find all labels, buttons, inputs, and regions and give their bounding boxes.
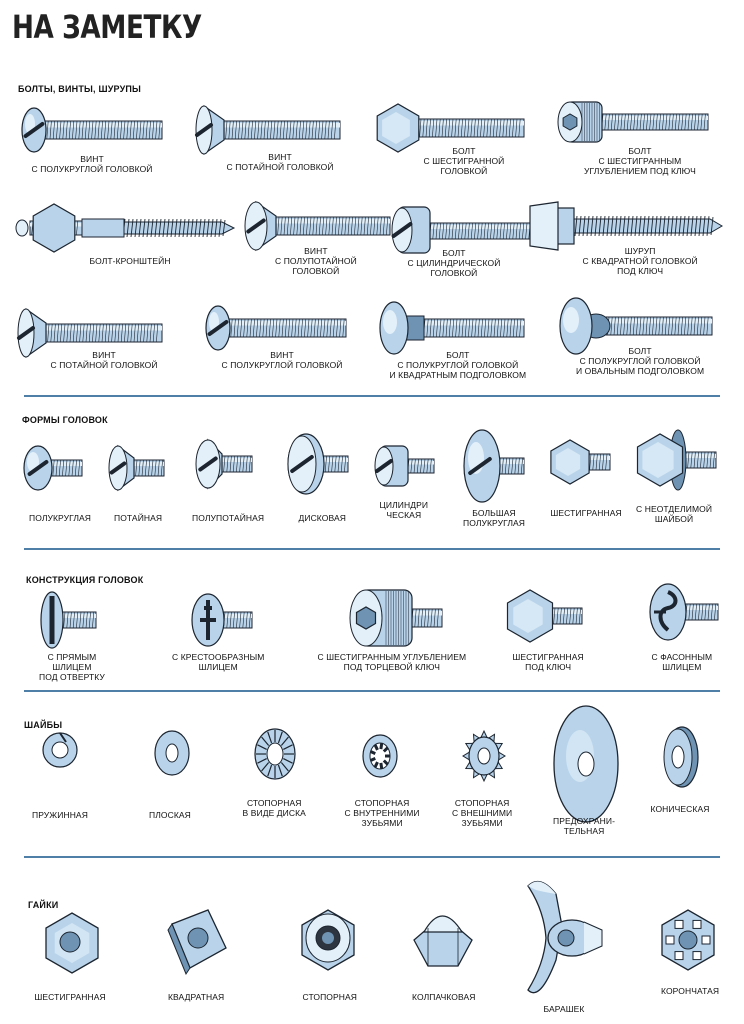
caption-line: ШЛИЦЕМ — [198, 662, 238, 672]
caption-line: ШЕСТИГРАННАЯ — [550, 508, 622, 518]
caption-line: С ШЕСТИГРАННЫМ УГЛУБЛЕНИЕМ — [317, 652, 467, 662]
caption-line: С ЦИЛИНДРИЧЕСКОЙ — [407, 258, 501, 268]
section-divider — [24, 395, 720, 397]
caption-line: ПРЕДОХРАНИ- — [553, 816, 616, 826]
item-caption — [424, 146, 505, 176]
caption-line: ГОЛОВКОЙ — [430, 268, 478, 278]
item-caption — [553, 816, 615, 836]
caption-line: ПЛОСКАЯ — [149, 810, 191, 820]
item-caption — [149, 810, 191, 820]
caption-line: ЗУБЬЯМИ — [461, 818, 503, 828]
section-label-drives: КОНСТРУКЦИЯ ГОЛОВОК — [26, 575, 144, 585]
caption-line: С ВНУТРЕННИМИ — [344, 808, 420, 818]
hex-wrench-drive-icon — [506, 586, 586, 650]
caption-line: ПОД КЛЮЧ — [525, 662, 572, 672]
hex-washer-head-icon — [636, 428, 716, 488]
caption-line: ПОЛУКРУГЛАЯ — [463, 518, 526, 528]
caption-line: ВИНТ — [92, 350, 116, 360]
caption-line: ШУРУП — [624, 246, 656, 256]
caption-line: ВИНТ — [268, 152, 292, 162]
item-caption — [172, 652, 264, 672]
caption-line: БОЛТ — [452, 146, 476, 156]
caption-line: ТЕЛЬНАЯ — [563, 826, 605, 836]
item-caption — [168, 992, 224, 1002]
hex-socket-drive-icon — [346, 584, 446, 654]
item-caption — [318, 652, 467, 672]
spring-washer-icon — [40, 730, 80, 770]
item-caption — [651, 804, 710, 814]
fender-washer-icon — [552, 704, 620, 824]
section-label-bolts: БОЛТЫ, ВИНТЫ, ШУРУПЫ — [18, 84, 142, 94]
caption-line: С ПОЛУПОТАЙНОЙ — [275, 256, 357, 266]
caption-line: И ОВАЛЬНЫМ ПОДГОЛОВКОМ — [576, 366, 705, 376]
round-head-screw-icon — [196, 300, 366, 450]
lock-nut-icon — [296, 904, 362, 974]
item-caption — [408, 248, 501, 278]
caption-line: С ПОЛУКРУГЛОЙ ГОЛОВКОЙ — [397, 360, 519, 370]
caption-line: КОЛПАЧКОВАЯ — [412, 992, 476, 1002]
caption-line: С ПОЛУКРУГЛОЙ ГОЛОВКОЙ — [221, 360, 343, 370]
caption-line: БОЛТ — [628, 346, 652, 356]
disc-head-icon — [284, 430, 354, 490]
item-caption — [551, 508, 622, 518]
caption-line: ШАЙБОЙ — [654, 514, 694, 524]
section-label-washers: ШАЙБЫ — [24, 720, 63, 730]
section-divider — [24, 856, 720, 858]
caption-line: С ШЕСТИГРАННОЙ — [423, 156, 505, 166]
caption-line: БОЛТ-КРОНШТЕЙН — [89, 256, 171, 266]
caption-line: С КВАДРАТНОЙ ГОЛОВКОЙ — [582, 256, 698, 266]
caption-line: ШЕСТИГРАННАЯ — [34, 992, 106, 1002]
caption-line: С ФАСОННЫМ — [651, 652, 713, 662]
caption-line: ПОЛУПОТАЙНАЯ — [192, 513, 265, 523]
item-caption — [661, 986, 719, 996]
page-title: НА ЗАМЕТКУ — [12, 8, 202, 46]
caption-line: ВИНТ — [304, 246, 328, 256]
caption-line: СТОПОРНАЯ — [354, 798, 410, 808]
item-caption — [463, 508, 525, 528]
section-divider — [24, 548, 720, 550]
item-caption — [345, 798, 420, 828]
hex-nut-icon — [40, 912, 106, 974]
round-head-icon — [18, 440, 88, 500]
caption-line: С ШЕСТИГРАННЫМ — [598, 156, 682, 166]
caption-line: ЦИЛИНДРИ — [379, 500, 429, 510]
caption-line: ВИНТ — [270, 350, 294, 360]
item-caption — [35, 992, 106, 1002]
caption-line: ПОТАЙНАЯ — [114, 513, 163, 523]
item-caption — [32, 810, 88, 820]
cap-nut-icon — [410, 906, 476, 970]
caption-line: ПРУЖИННАЯ — [32, 810, 88, 820]
phillips-drive-icon — [190, 590, 260, 650]
caption-line: С ПОЛУКРУГЛОЙ ГОЛОВКОЙ — [579, 356, 701, 366]
item-caption — [584, 146, 696, 176]
caption-line: ЧЕСКАЯ — [386, 510, 422, 520]
caption-line: ШЛИЦЕМ — [52, 662, 92, 672]
caption-line: КОРОНЧАТАЯ — [661, 986, 720, 996]
item-caption — [192, 513, 264, 523]
flat-head-icon — [104, 440, 174, 500]
conical-washer-icon — [660, 726, 700, 788]
section-divider — [24, 690, 720, 692]
caption-line: БОЛТ — [442, 248, 466, 258]
oval-head-icon — [190, 436, 260, 496]
item-caption — [513, 652, 584, 672]
caption-line: И КВАДРАТНЫМ ПОДГОЛОВКОМ — [389, 370, 527, 380]
section-label-nuts: ГАЙКИ — [28, 900, 59, 910]
caption-line: ШЕСТИГРАННАЯ — [512, 652, 584, 662]
disc-lock-washer-icon — [252, 728, 298, 780]
item-caption — [390, 350, 527, 380]
caption-line: С ПОЛУКРУГЛОЙ ГОЛОВКОЙ — [31, 164, 153, 174]
flat-washer-icon — [152, 730, 192, 776]
security-drive-icon — [644, 582, 724, 646]
caption-line: ГОЛОВКОЙ — [292, 266, 340, 276]
caption-line: УГЛУБЛЕНИЕМ ПОД КЛЮЧ — [584, 166, 696, 176]
caption-line: ГОЛОВКОЙ — [440, 166, 488, 176]
caption-line: СТОПОРНАЯ — [302, 992, 358, 1002]
hex-head-icon — [548, 430, 618, 490]
item-caption — [452, 798, 512, 828]
flat-head-screw-icon — [12, 305, 182, 455]
caption-line: ПОЛУКРУГЛАЯ — [29, 513, 92, 523]
truss-head-icon — [460, 428, 530, 488]
cylinder-head-icon — [372, 442, 442, 502]
item-caption — [412, 992, 476, 1002]
item-caption — [227, 152, 334, 172]
caption-line: КВАДРАТНАЯ — [168, 992, 225, 1002]
square-nut-icon — [162, 906, 232, 976]
item-caption — [29, 513, 91, 523]
internal-tooth-washer-icon — [360, 733, 400, 779]
item-caption — [380, 500, 429, 520]
item-caption — [39, 652, 105, 682]
item-caption — [275, 246, 357, 276]
caption-line: ПОД КЛЮЧ — [617, 266, 664, 276]
item-caption — [303, 992, 358, 1002]
item-caption — [636, 504, 712, 524]
item-caption — [51, 350, 158, 370]
caption-line: С ВНЕШНИМИ — [452, 808, 513, 818]
caption-line: ДИСКОВАЯ — [298, 513, 346, 523]
item-caption — [576, 346, 704, 376]
caption-line: С ПРЯМЫМ — [47, 652, 97, 662]
item-caption — [652, 652, 713, 672]
caption-line: С ПОТАЙНОЙ ГОЛОВКОЙ — [50, 360, 158, 370]
item-caption — [299, 513, 346, 523]
caption-line: БОЛЬШАЯ — [472, 508, 516, 518]
item-caption — [32, 154, 153, 174]
caption-line: ПОД ТОРЦЕВОЙ КЛЮЧ — [343, 662, 441, 672]
caption-line: СТОПОРНАЯ — [454, 798, 510, 808]
castle-nut-icon — [652, 904, 724, 970]
caption-line: БОЛТ — [446, 350, 470, 360]
caption-line: С ПОТАЙНОЙ ГОЛОВКОЙ — [226, 162, 334, 172]
wing-nut-icon — [522, 874, 604, 1004]
caption-line: БАРАШЕК — [543, 1004, 585, 1014]
item-caption — [90, 256, 171, 266]
external-tooth-washer-icon — [464, 733, 504, 779]
item-caption — [544, 1004, 585, 1014]
caption-line: СТОПОРНАЯ — [246, 798, 302, 808]
caption-line: ВИНТ — [80, 154, 104, 164]
item-caption — [222, 350, 343, 370]
item-caption — [114, 513, 162, 523]
slotted-drive-icon — [36, 590, 106, 650]
caption-line: ПОД ОТВЕРТКУ — [39, 672, 105, 682]
item-caption — [243, 798, 306, 818]
caption-line: В ВИДЕ ДИСКА — [242, 808, 306, 818]
section-label-heads: ФОРМЫ ГОЛОВОК — [22, 415, 108, 425]
caption-line: БОЛТ — [628, 146, 652, 156]
caption-line: ЗУБЬЯМИ — [361, 818, 403, 828]
caption-line: С НЕОТДЕЛИМОЙ — [636, 504, 713, 514]
caption-line: С КРЕСТООБРАЗНЫМ — [172, 652, 265, 662]
item-caption — [583, 246, 698, 276]
caption-line: КОНИЧЕСКАЯ — [650, 804, 710, 814]
caption-line: ШЛИЦЕМ — [662, 662, 702, 672]
